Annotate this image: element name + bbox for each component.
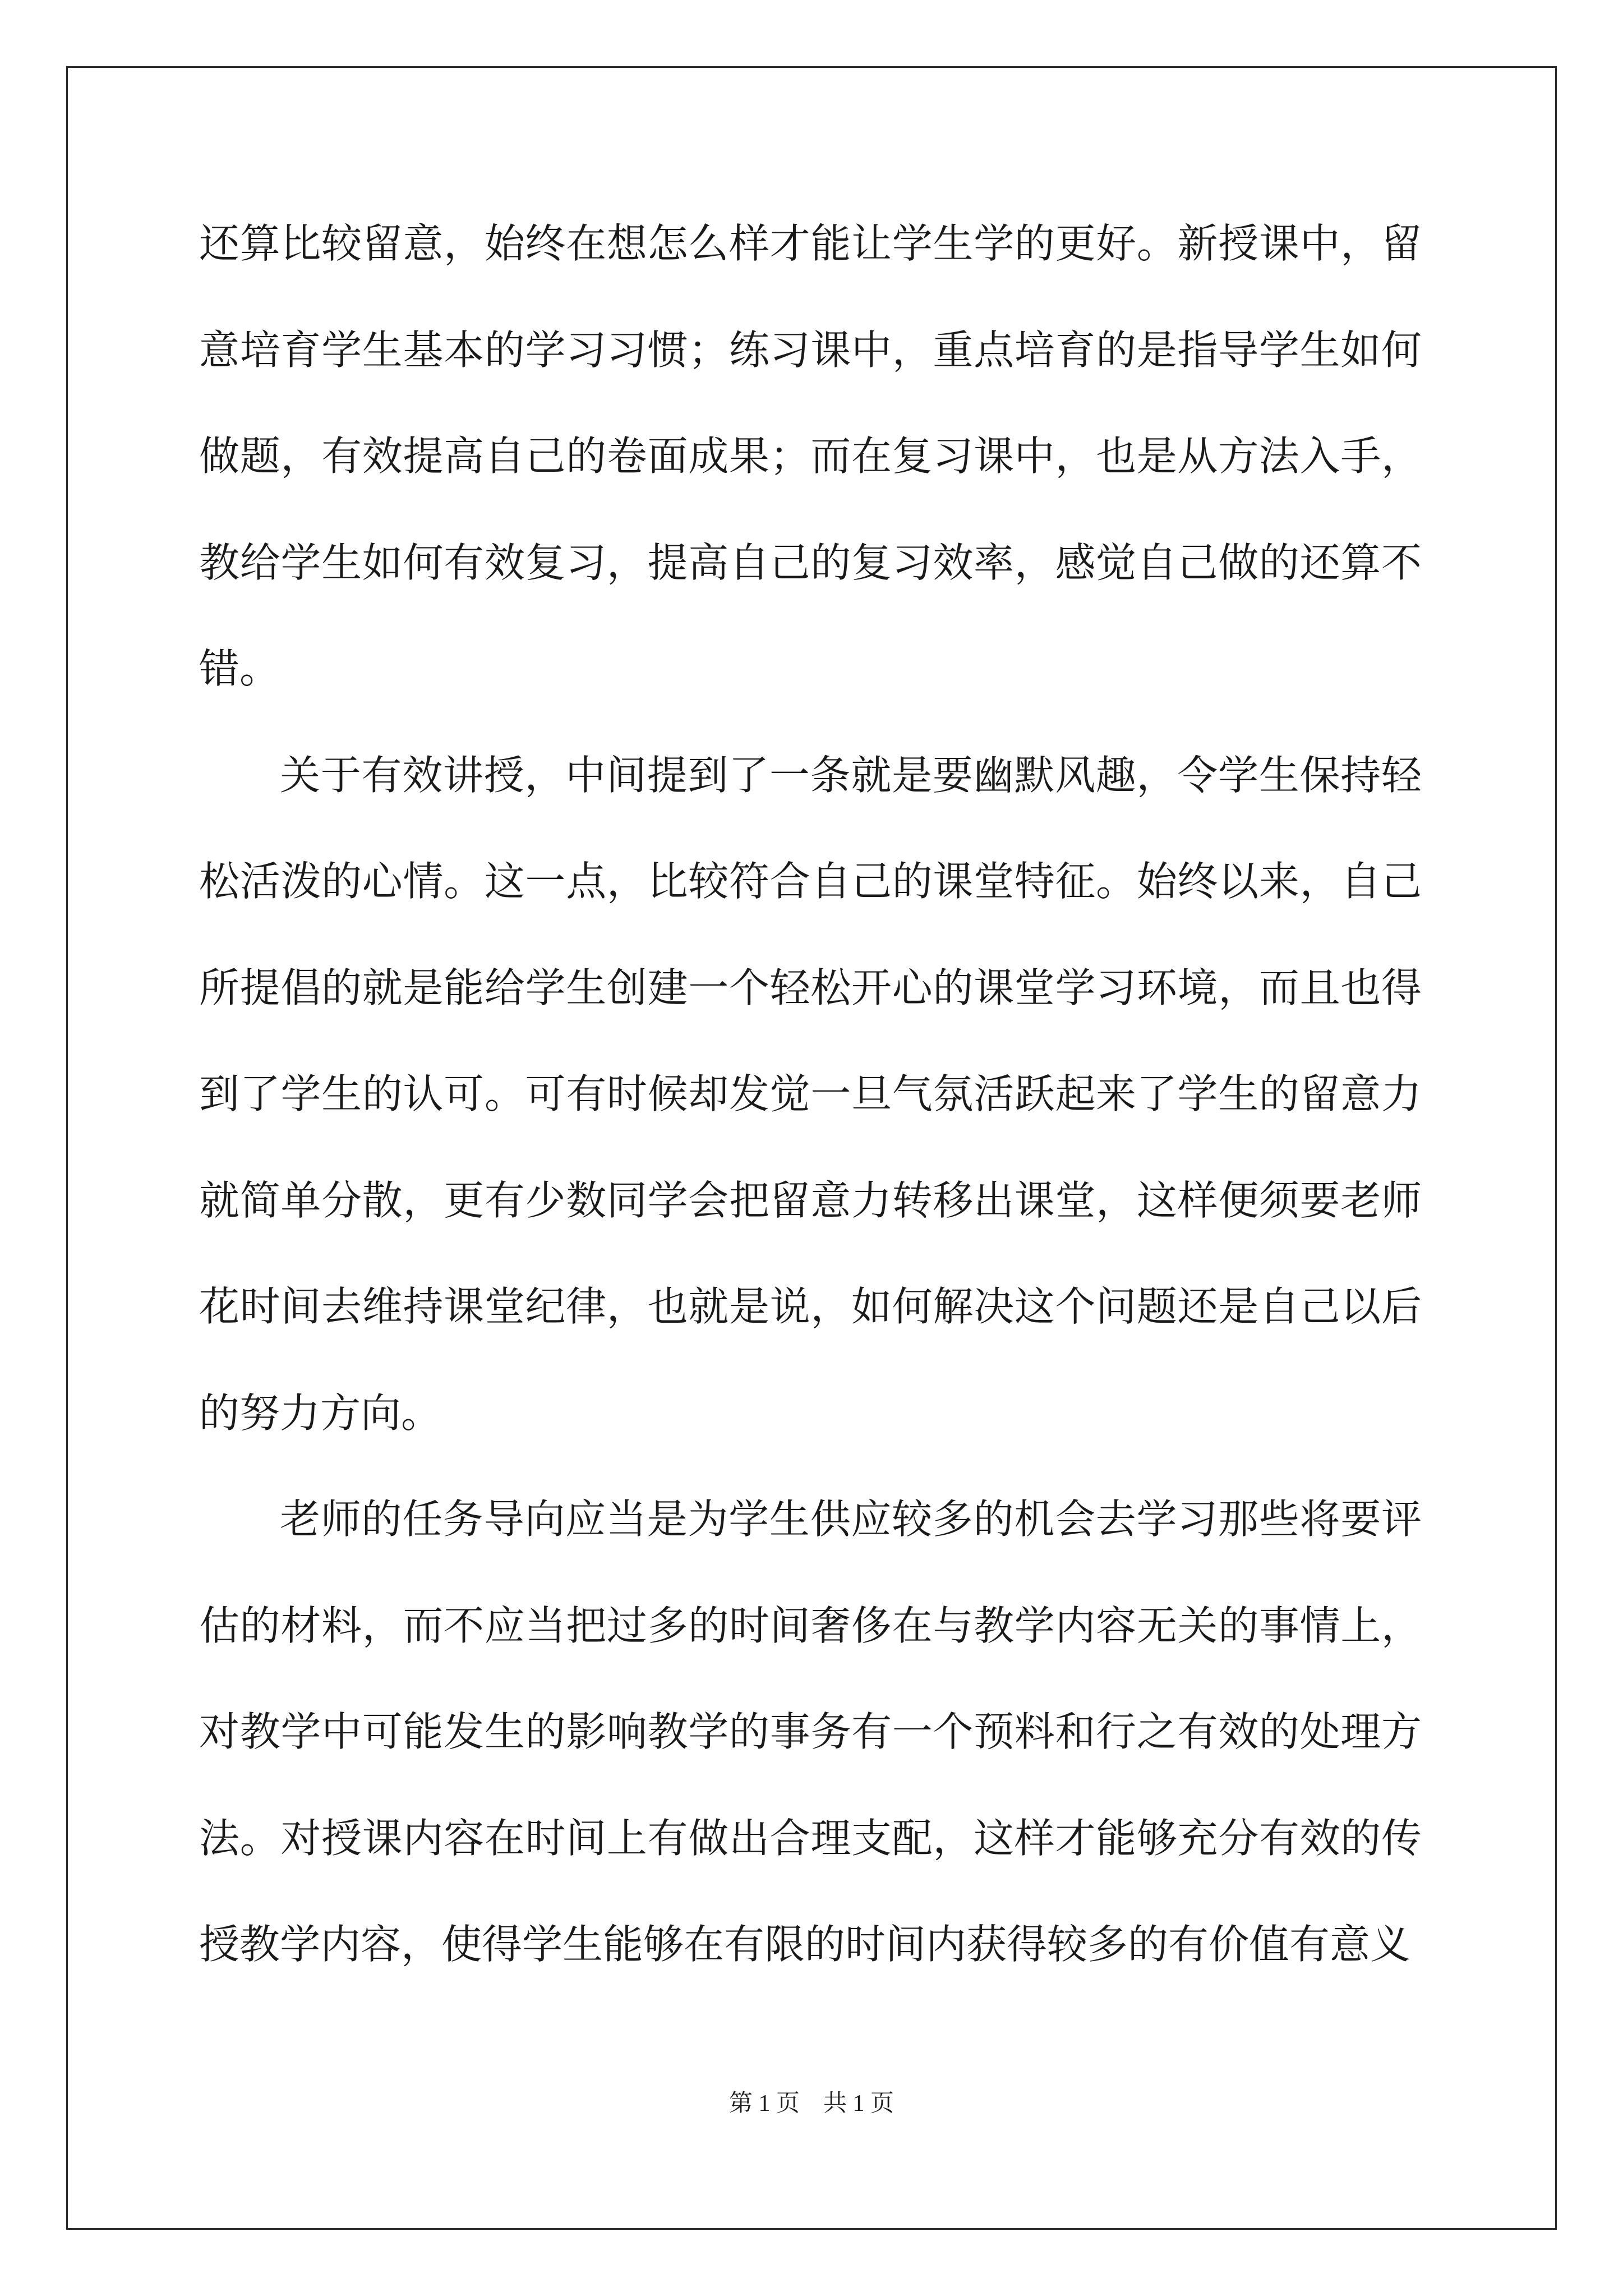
paragraph-2: 关于有效讲授，中间提到了一条就是要幽默风趣，令学生保持轻松活泼的心情。这一点，比较符合自己的课堂特征。始终以来，自己所提倡的就是能给学生创建一个轻松开心的课堂学习环境，而且也得到了学生的认可。可有时候却发觉一旦气氛活跃起来了学生的留意力就简单分散，更有少数同学会把留意力转移出课堂，这样便须要老师花时间去维持课堂纪律，也就是说，如何解决这个问题还是自己以后的努力方向。 xyxy=(199,751,1422,1437)
document-body xyxy=(199,191,1422,1998)
page-number-footer: 第 1 页 共 1 页 xyxy=(728,2091,894,2116)
paragraph-1: 还算比较留意，始终在想怎么样才能让学生学的更好。新授课中，留意培育学生基本的学习习惯；练习课中，重点培育的是指导学生如何做题，有效提高自己的卷面成果；而在复习课中，也是从方法入手，教给学生如何有效复习，提高自己的复习效率，感觉自己做的还算不错。 xyxy=(199,220,1422,692)
paragraph-3: 老师的任务导向应当是为学生供应较多的机会去学习那些将要评估的材料，而不应当把过多的时间奢侈在与教学内容无关的事情上，对教学中可能发生的影响教学的事务有一个预料和行之有效的处理方法。对授课内容在时间上有做出合理支配，这样才能够充分有效的传授教学内容，使得学生能够在有限的时间内获得较多的有价值有意义 xyxy=(199,1496,1422,1968)
